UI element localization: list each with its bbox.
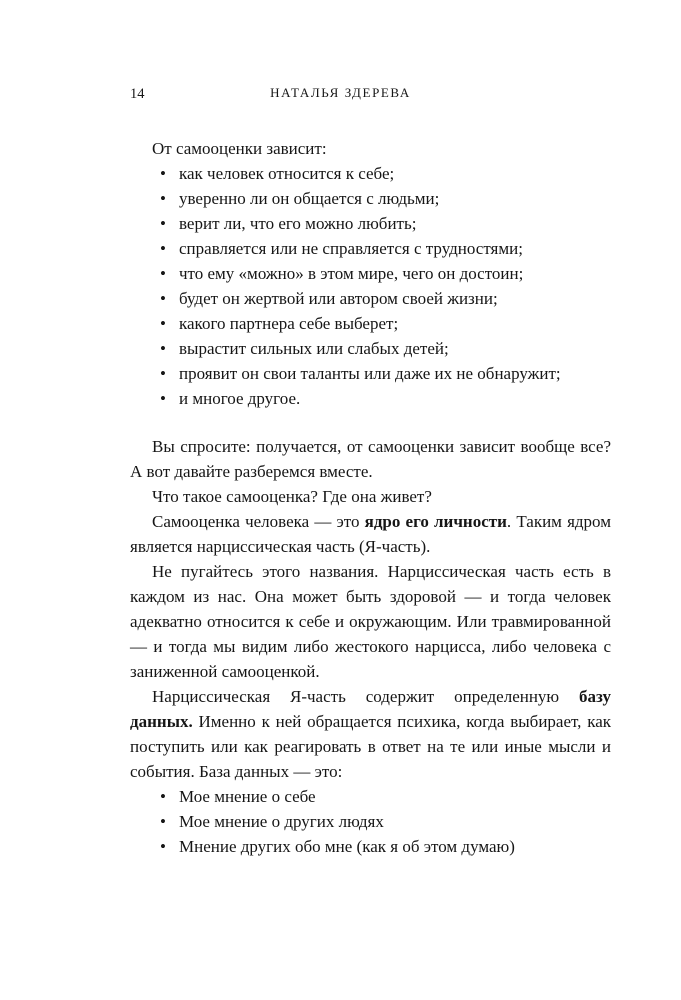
text-run: Нарциссическая Я-часть содержит определенную: [152, 687, 580, 706]
bullet-list-2: [130, 784, 611, 859]
text-run: Самооценка человека — это: [152, 512, 365, 531]
list-item-text: что ему «можно» в этом мире, чего он достоин;: [179, 264, 524, 283]
list-item: [160, 211, 611, 236]
bullet-list-1: [130, 161, 611, 411]
bullet-icon: •: [160, 837, 166, 856]
list-item-text: уверенно ли он общается с людьми;: [179, 189, 440, 208]
text-run: Именно к ней обращается психика, когда выбирает, как поступить или как реагировать в ответ на те или иные мысли и события. База данных — это:: [130, 712, 611, 781]
list-item: [160, 236, 611, 261]
text-run: . Таким ядром является нарциссическая часть (Я-часть).: [130, 512, 611, 556]
list-item-text: как человек относится к себе;: [179, 164, 395, 183]
intro-line: От самооценки зависит:: [152, 139, 327, 158]
list-item-text: будет он жертвой или автором своей жизни;: [179, 289, 498, 308]
list-item: [160, 311, 611, 336]
list-item: [160, 186, 611, 211]
bold-text-run: базу данных.: [130, 687, 611, 731]
list-item: [160, 834, 611, 859]
list-item: [160, 261, 611, 286]
bullet-icon: •: [160, 164, 166, 183]
list-item-text: верит ли, что его можно любить;: [179, 214, 417, 233]
bullet-icon: •: [160, 812, 166, 831]
bullet-icon: •: [160, 239, 166, 258]
list-item: [160, 286, 611, 311]
bullet-icon: •: [160, 264, 166, 283]
paragraph-3: [130, 509, 611, 559]
bullet-icon: •: [160, 389, 166, 408]
list-item: [160, 386, 611, 411]
paragraph-1: Вы спросите: получается, от самооценки зависит вообще все? А вот давайте разберемся вместе.: [130, 437, 611, 481]
list-item-text: какого партнера себе выберет;: [179, 314, 399, 333]
running-head: НАТАЛЬЯ ЗДЕРЕВА: [270, 85, 411, 100]
list-item-text: Мое мнение о других людях: [179, 812, 384, 831]
paragraph-5: [130, 684, 611, 784]
paragraph-2: Что такое самооценка? Где она живет?: [152, 487, 432, 506]
bullet-icon: •: [160, 339, 166, 358]
paragraph-4: Не пугайтесь этого названия. Нарциссическая часть есть в каждом из нас. Она может быть здоровой — и тогда человек адекватно относится к себе и окружающим. Или травмированной — и тогда мы видим либо жестокого нарцисса, либо человека с заниженной самооценкой.: [130, 562, 611, 681]
list-item: [160, 336, 611, 361]
list-item-text: справляется или не справляется с трудностями;: [179, 239, 523, 258]
bullet-icon: •: [160, 364, 166, 383]
page-number: 14: [130, 86, 145, 102]
page-header: [0, 85, 681, 105]
list-item-text: Мнение других обо мне (как я об этом думаю): [179, 837, 515, 856]
list-item: [160, 809, 611, 834]
bullet-icon: •: [160, 214, 166, 233]
list-item: [160, 361, 611, 386]
list-item: [160, 784, 611, 809]
list-item: [160, 161, 611, 186]
bullet-icon: •: [160, 787, 166, 806]
text-block: [130, 136, 611, 859]
bullet-icon: •: [160, 314, 166, 333]
section-gap: [130, 411, 611, 434]
list-item-text: проявит он свои таланты или даже их не обнаружит;: [179, 364, 561, 383]
bold-text-run: ядро его личности: [364, 512, 507, 531]
list-item-text: Мое мнение о себе: [179, 787, 316, 806]
list-item-text: вырастит сильных или слабых детей;: [179, 339, 449, 358]
bullet-icon: •: [160, 289, 166, 308]
bullet-icon: •: [160, 189, 166, 208]
list-item-text: и многое другое.: [179, 389, 301, 408]
